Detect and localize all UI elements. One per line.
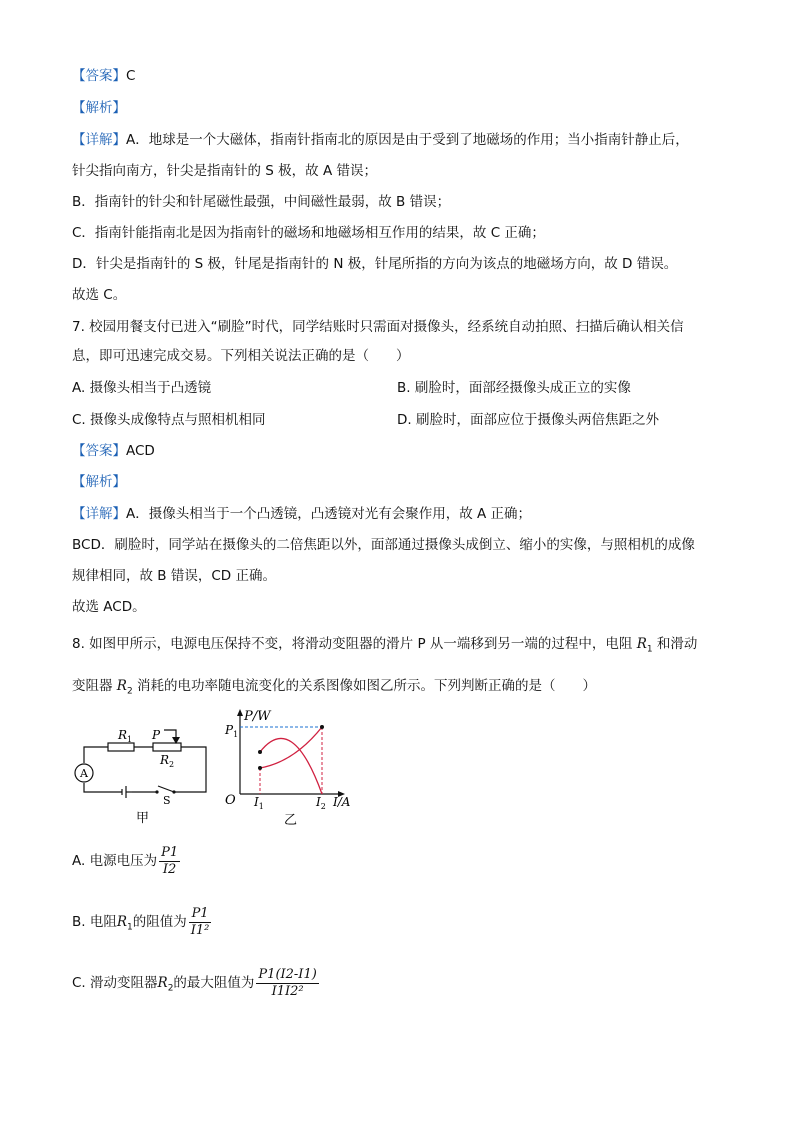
q8-stem2-var: R [116, 678, 127, 694]
circuit-diagram-jia [70, 710, 220, 830]
q8-option-b-sub: 1 [127, 922, 133, 933]
q6-detail-d: D．针尖是指南针的 S 极，针尾是指南针的 N 极，针尾所指的方向为该点的地磁场方向，故 D 错误。 [72, 256, 678, 272]
q8-option-a-den: I2 [162, 861, 177, 877]
q8-option-c-den: I1I2² [271, 983, 304, 999]
label-i1: $I_1$ [254, 795, 264, 811]
label-ammeter: A [80, 767, 88, 780]
q7-option-b: B. 刷脸时，面部经摄像头成正立的实像 [397, 380, 631, 396]
q7-detail-tag: 【详解】 [72, 506, 126, 522]
q8-option-c [72, 966, 321, 1006]
y-axis-arrow-icon [237, 709, 243, 716]
q8-stem-line1 [72, 634, 697, 660]
q8-option-a-text: A. 电源电压为 [72, 853, 158, 869]
q6-detail-a1 [72, 130, 689, 150]
point-i2 [320, 725, 324, 729]
q8-option-b [72, 905, 213, 945]
q7-answer-tag: 【答案】 [72, 443, 126, 459]
q7-option-d: D. 刷脸时，面部应位于摄像头两倍焦距之外 [397, 412, 659, 428]
point-i1-r2 [258, 750, 262, 754]
label-i2: $I_2$ [316, 795, 326, 811]
q8-option-b-num: P1 [189, 906, 212, 923]
q7-analysis-tag: 【解析】 [72, 474, 126, 490]
q6-detail-a1-text: A．地球是一个大磁体，指南针指南北的原因是由于受到了地磁场的作用；当小指南针静止后， [126, 132, 689, 148]
q7-detail-a [72, 504, 531, 524]
q8-stem1-sub: 1 [646, 644, 653, 655]
x-axis-label: I/A [333, 795, 351, 809]
caption-jia: 甲 [136, 811, 150, 826]
q8-stem-line2 [72, 676, 596, 702]
q8-stem1-pre: 8. 如图甲所示，电源电压保持不变，将滑动变阻器的滑片 P 从一端移到另一端的过程中，电阻 [72, 636, 637, 652]
label-r1: $R_1$ [118, 728, 133, 744]
label-switch: S [163, 794, 171, 807]
label-origin: O [225, 793, 236, 808]
q6-detail-tag: 【详解】 [72, 132, 126, 148]
q6-detail-b: B．指南针的针尖和针尾磁性最强，中间磁性最弱，故 B 错误； [72, 194, 451, 210]
q8-option-b-text: B. 电阻 [72, 914, 117, 930]
q8-option-c-text: C. 滑动变阻器 [72, 975, 158, 991]
q7-detail-bcd1: BCD．刷脸时，同学站在摄像头的二倍焦距以外，面部通过摄像头成倒立、缩小的实像，与照相机的成像 [72, 537, 695, 553]
q7-option-c: C. 摄像头成像特点与照相机相同 [72, 412, 266, 428]
label-p: P [152, 728, 161, 742]
q8-stem2-sub: 2 [126, 686, 133, 697]
q7-stem-line2: 息，即可迅速完成交易。下列相关说法正确的是（ ） [72, 348, 410, 364]
q7-detail-a-text: A．摄像头相当于一个凸透镜，凸透镜对光有会聚作用，故 A 正确； [126, 506, 532, 522]
q6-detail-a2: 针尖指向南方，针尖是指南针的 S 极，故 A 错误； [72, 163, 377, 179]
q8-stem2-pre: 变阻器 [72, 678, 117, 694]
q6-answer: C [126, 68, 136, 84]
q8-option-c-num: P1(I2-I1) [258, 966, 317, 982]
q7-answer: ACD [126, 443, 155, 459]
q7-choose: 故选 ACD。 [72, 599, 146, 615]
point-i1 [258, 766, 262, 770]
r1-power-curve [260, 727, 322, 768]
q8-option-c-var: R [157, 975, 168, 991]
caption-yi: 乙 [284, 813, 298, 828]
q6-detail-c: C．指南针能指南北是因为指南针的磁场和地磁场相互作用的结果，故 C 正确； [72, 225, 545, 241]
q7-stem-line1: 7. 校园用餐支付已进入“刷脸”时代，同学结账时只需面对摄像头，经系统自动拍照、扫描后确认相关信 [72, 319, 684, 335]
q6-answer-line [72, 66, 135, 86]
q6-analysis-line [72, 98, 126, 118]
y-axis-label: P/W [244, 709, 271, 724]
q6-answer-tag: 【答案】 [72, 68, 126, 84]
q8-stem2-post: 消耗的电功率随电流变化的关系图像如图乙所示。下列判断正确的是（ ） [132, 678, 596, 694]
q8-option-c-sub: 2 [167, 983, 174, 994]
q7-detail-bcd2: 规律相同，故 B 错误，CD 正确。 [72, 568, 276, 584]
label-p1: $P_1$ [225, 723, 239, 739]
q7-option-a: A. 摄像头相当于凸透镜 [72, 380, 212, 396]
label-r2: $R_2$ [160, 753, 175, 769]
q7-analysis-line [72, 472, 126, 492]
q8-stem1-post: 和滑动 [652, 636, 698, 652]
q6-analysis-tag: 【解析】 [72, 100, 126, 116]
power-current-graph-yi [222, 706, 372, 831]
q8-stem1-var: R [636, 636, 647, 652]
q8-option-c-mid: 的最大阻值为 [173, 975, 255, 991]
q8-option-a [72, 844, 182, 878]
q6-choose: 故选 C。 [72, 287, 127, 303]
q8-option-b-var: R [116, 914, 128, 930]
q8-option-b-mid: 的阻值为 [132, 914, 187, 930]
q7-answer-line [72, 441, 155, 461]
q8-option-a-num: P1 [161, 844, 179, 860]
q8-option-b-den: I1² [190, 922, 210, 938]
